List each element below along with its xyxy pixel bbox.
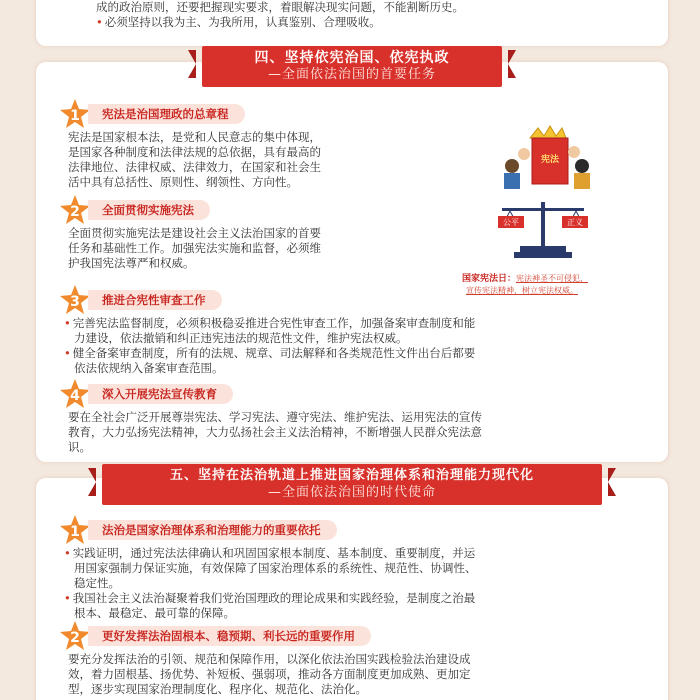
star-number-icon (58, 378, 92, 410)
s4-item-2-body: 全面贯彻实施宪法是建设社会主义法治国家的首要 任务和基础性工作。加强宪法实施和监督，必须维 护我国宪法尊严和权威。 (68, 226, 321, 270)
scales-of-justice-illustration (488, 196, 598, 262)
s5-item-2-title: 更好发挥法治固根本、稳预期、利长远的重要作用 (88, 626, 371, 646)
section-5-banner (102, 464, 602, 505)
s4-item-4-body: 要在全社会广泛开展尊崇宪法、学习宪法、遵守宪法、维护宪法、运用宪法的宣传 教育，大力弘扬宪法精神，大力弘扬社会主义法治精神，不断增强人民群众宪法意 识。 (68, 410, 482, 454)
star-number-icon (58, 620, 92, 652)
s4-item-2-title: 全面贯彻实施宪法 (88, 200, 210, 220)
svg-text:4: 4 (70, 388, 80, 404)
star-number-icon (58, 284, 92, 316)
s4-item-1-title: 宪法是治国理政的总章程 (88, 104, 245, 124)
top-line-2: 必须坚持以我为主、为我所用，认真鉴别、合理吸收。 (104, 15, 381, 29)
top-line-1: 成的政治原则，还要把握现实要求，着眼解决现实问题，不能割断历史。 (96, 0, 464, 14)
svg-text:正义: 正义 (567, 218, 583, 227)
section-5-subtitle: —全面依法治国的时代使命 (267, 485, 436, 500)
s4-item-1-body: 宪法是国家根本法，是党和人民意志的集中体现， 是国家各种制度和法律法规的总依据，具有最高的 法律地位、法律权威、法律效力，在国家和社会生 活中具有总括性、原则性、纲领性、方向性。 (68, 130, 321, 189)
bullet-marker (96, 15, 105, 29)
svg-text:2: 2 (70, 630, 80, 646)
s4-item-4-title: 深入开展宪法宣传教育 (88, 384, 233, 404)
section-4-banner (202, 46, 502, 87)
section-5-title: 五、坚持在法治轨道上推进国家治理体系和治理能力现代化 (169, 468, 534, 483)
svg-text:公平: 公平 (503, 218, 519, 227)
constitution-book-illustration (494, 124, 594, 194)
top-card (36, 0, 668, 46)
svg-text:2: 2 (70, 204, 80, 220)
section-4-title: 四、坚持依宪治国、依宪执政 (254, 50, 450, 66)
s5-item-2-body: 要充分发挥法治的引领、规范和保障作用，以深化依法治国实践检验法治建设成 效，着力固根基、扬优势、补短板、强弱项，推动各方面制度更加成熟、更加定 型，逐步实现国家治理制度化、程序化、规范化、法治化。 (68, 652, 471, 696)
star-number-icon (58, 514, 92, 546)
constitution-day-caption: 国家宪法日：宪法神圣不可侵犯， 宣传宪法精神，树立宪法权威。 (462, 274, 589, 295)
svg-text:宪法: 宪法 (540, 155, 560, 165)
section-5-card (36, 468, 668, 700)
svg-text:1: 1 (70, 108, 80, 124)
svg-text:3: 3 (70, 294, 80, 310)
svg-text:1: 1 (70, 524, 80, 540)
star-number-icon (58, 194, 92, 226)
s5-item-1-body: • 实践证明，通过宪法法律确认和巩固国家根本制度、基本制度、重要制度，并运 用国家强制力保证实施，有效保障了国家治理体系的系统性、规范性、协调性、 稳定性。 • 我国社会主义法治凝聚着我们党治国理政的理论成果和实践经验，是制度之治最 根本、最稳定、最可靠的保障。 (64, 546, 664, 621)
section-4-card (36, 50, 668, 462)
s4-item-3-title: 推进合宪性审查工作 (88, 290, 222, 310)
star-number-icon (58, 98, 92, 130)
s4-item-3-body: • 完善宪法监督制度，必须积极稳妥推进合宪性审查工作，加强备案审查制度和能 力建设，依法撤销和纠正违宪违法的规范性文件，维护宪法权威。 • 健全备案审查制度，所有的法规、规章、司法解释和各类规范性文件出台后都要 依法依规纳入备案审查范围。 (64, 316, 664, 376)
section-4-subtitle: —全面依法治国的首要任务 (267, 67, 436, 82)
s5-item-1-title: 法治是国家治理体系和治理能力的重要依托 (88, 520, 337, 540)
